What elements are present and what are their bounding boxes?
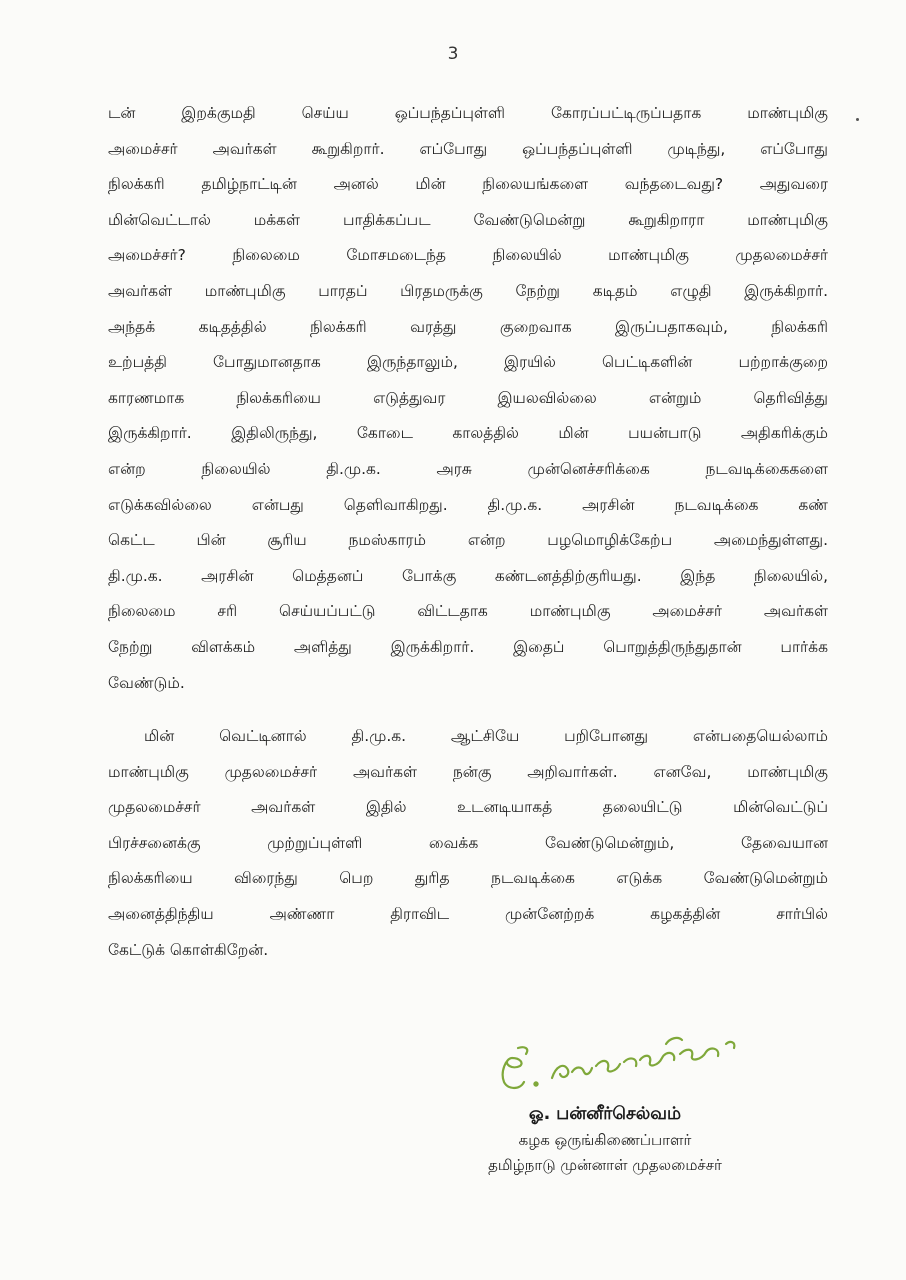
signatory-name: ஓ. பன்னீர்செல்வம் [528, 1104, 682, 1124]
text-line: அனைத்திந்திய அண்ணா திராவிட முன்னேற்றக் கழகத்தின் சார்பில் [108, 905, 828, 924]
text-line: கெட்ட பின் சூரிய நமஸ்காரம் என்ற பழமொழிக்கேற்ப அமைந்துள்ளது. [108, 531, 828, 550]
letter-body [108, 96, 828, 968]
text-line: முதலமைச்சர் அவர்கள் இதில் உடனடியாகத் தலையிட்டு மின்வெட்டுப் [108, 798, 828, 817]
signatory-role: கழக ஒருங்கிணைப்பாளர் [518, 1131, 692, 1149]
text-line: டன் இறக்குமதி செய்ய ஒப்பந்தப்புள்ளி கோரப்பட்டிருப்பதாக மாண்புமிகு [108, 104, 828, 122]
text-line: எடுக்கவில்லை என்பது தெளிவாகிறது. தி.மு.க. அரசின் நடவடிக்கை கண் [108, 495, 828, 514]
text-line: நிலக்கரி தமிழ்நாட்டின் அனல் மின் நிலையங்களை வந்தடைவது? அதுவரை [108, 175, 828, 194]
text-line: நேற்று விளக்கம் அளித்து இருக்கிறார். இதைப் பொறுத்திருந்துதான் பார்க்க [108, 637, 828, 656]
text-line: நிலைமை சரி செய்யப்பட்டு விட்டதாக மாண்புமிகு அமைச்சர் அவர்கள் [108, 602, 828, 621]
text-line: உற்பத்தி போதுமானதாக இருந்தாலும், இரயில் பெட்டிகளின் பற்றாக்குறை [108, 353, 828, 372]
signature-block [440, 1100, 770, 1178]
scan-speck [856, 118, 859, 121]
text-line: மாண்புமிகு முதலமைச்சர் அவர்கள் நன்கு அறிவார்கள். எனவே, மாண்புமிகு [108, 762, 828, 781]
text-line: இருக்கிறார். இதிலிருந்து, கோடை காலத்தில் மின் பயன்பாடு அதிகரிக்கும் [108, 424, 828, 443]
paragraph-2 [108, 719, 828, 968]
paragraph-1 [108, 96, 828, 701]
text-line: மின் வெட்டினால் தி.மு.க. ஆட்சியே பறிபோனது என்பதையெல்லாம் [144, 727, 828, 746]
text-line: தி.மு.க. அரசின் மெத்தனப் போக்கு கண்டனத்திற்குரியது. இந்த நிலையில், [108, 566, 828, 585]
signatory-former-role: தமிழ்நாடு முன்னாள் முதலமைச்சர் [488, 1156, 722, 1174]
text-line: அமைச்சர் அவர்கள் கூறுகிறார். எப்போது ஒப்பந்தப்புள்ளி முடிந்து, எப்போது [108, 139, 828, 158]
text-line: அவர்கள் மாண்புமிகு பாரதப் பிரதமருக்கு நேற்று கடிதம் எழுதி இருக்கிறார். [108, 281, 828, 300]
paragraph-gap [108, 701, 828, 719]
text-line: நிலக்கரியை விரைந்து பெற துரித நடவடிக்கை எடுக்க வேண்டுமென்றும் [108, 869, 828, 888]
page-number: 3 [447, 44, 459, 64]
text-line: என்ற நிலையில் தி.மு.க. அரசு முன்னெச்சரிக்கை நடவடிக்கைகளை [108, 459, 828, 478]
handwritten-signature [490, 1018, 750, 1094]
text-line: அமைச்சர்? நிலைமை மோசமடைந்த நிலையில் மாண்புமிகு முதலமைச்சர் [108, 246, 828, 265]
text-line: காரணமாக நிலக்கரியை எடுத்துவர இயலவில்லை என்றும் தெரிவித்து [108, 388, 828, 407]
text-line: அந்தக் கடிதத்தில் நிலக்கரி வரத்து குறைவாக இருப்பதாகவும், நிலக்கரி [108, 317, 828, 336]
text-line: பிரச்சனைக்கு முற்றுப்புள்ளி வைக்க வேண்டுமென்றும், தேவையான [108, 833, 828, 852]
text-line: கேட்டுக் கொள்கிறேன். [108, 940, 269, 959]
text-line: மின்வெட்டால் மக்கள் பாதிக்கப்பட வேண்டுமென்று கூறுகிறாரா மாண்புமிகு [108, 210, 828, 229]
text-line: வேண்டும். [108, 673, 185, 692]
